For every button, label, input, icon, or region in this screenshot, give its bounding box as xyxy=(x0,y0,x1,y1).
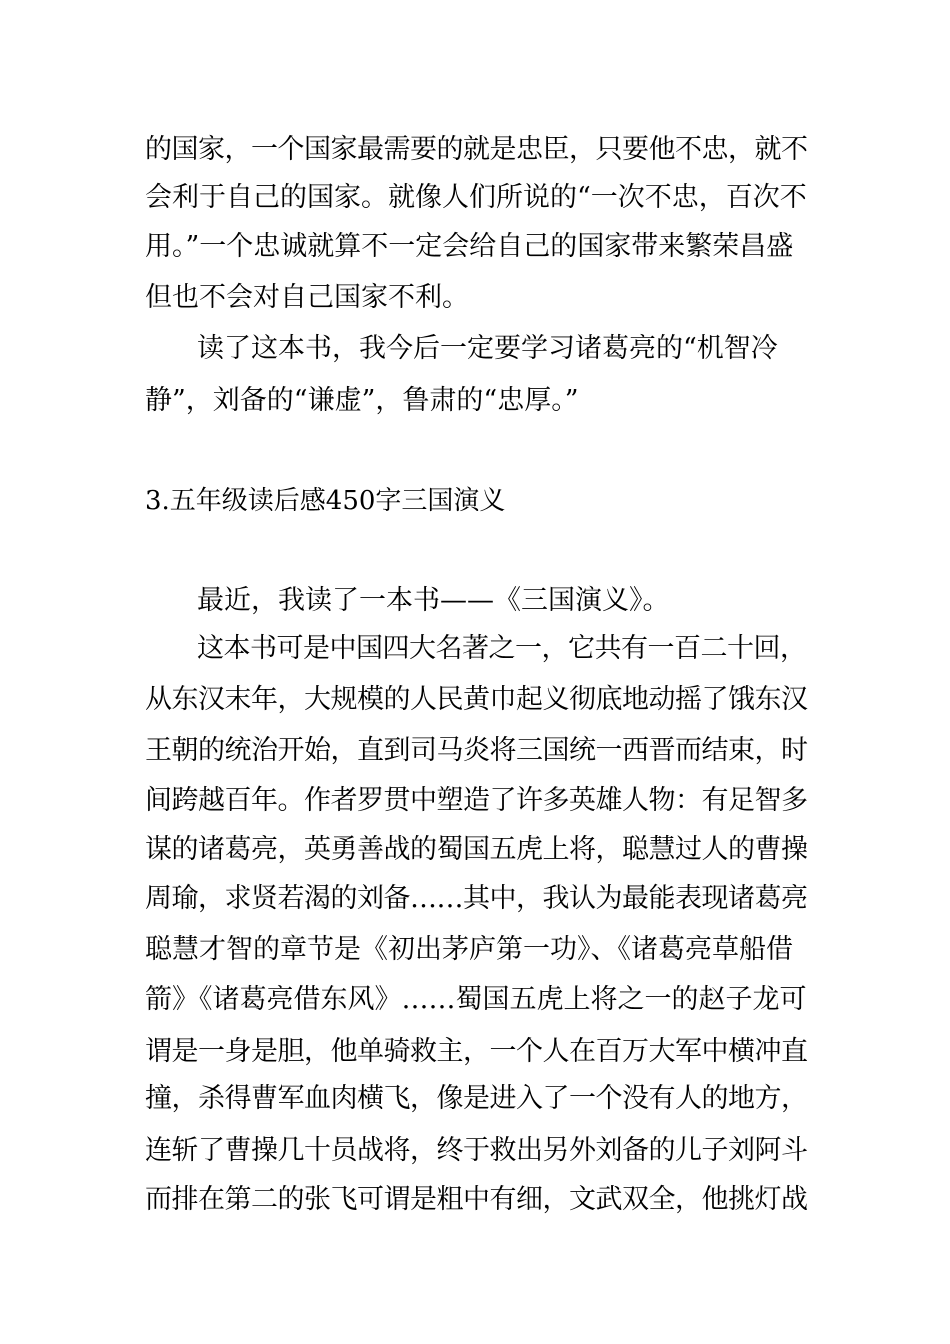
section-heading: 3.五年级读后感450字三国演义 xyxy=(145,486,506,516)
text-line: 会利于自己的国家。就像人们所说的“一次不忠，百次不 xyxy=(145,182,807,213)
text-line: 谓是一身是胆，他单骑救主，一个人在百万大军中横冲直 xyxy=(145,1036,808,1067)
text-line: 王朝的统治开始，直到司马炎将三国统一西晋而结束，时 xyxy=(145,735,808,766)
text-line: 的国家，一个国家最需要的就是忠臣，只要他不忠，就不 xyxy=(145,134,808,165)
text-line: 静”，刘备的“谦虚”，鲁肃的“忠厚。” xyxy=(145,385,579,416)
text-line: 谋的诸葛亮，英勇善战的蜀国五虎上将，聪慧过人的曹操 xyxy=(145,834,808,865)
text-line: 用。”一个忠诚就算不一定会给自己的国家带来繁荣昌盛 xyxy=(145,231,794,262)
text-line: 周瑜，求贤若渴的刘备……其中，我认为最能表现诸葛亮 xyxy=(145,883,808,914)
paragraph-first-line: 读了这本书，我今后一定要学习诸葛亮的“机智冷 xyxy=(197,333,778,364)
paragraph-first-line: 这本书可是中国四大名著之一，它共有一百二十回， xyxy=(197,633,807,664)
text-line: 从东汉末年，大规模的人民黄巾起义彻底地动摇了饿东汉 xyxy=(145,684,808,715)
text-line: 箭》《诸葛亮借东风》……蜀国五虎上将之一的赵子龙可 xyxy=(145,984,807,1015)
text-line: 聪慧才智的章节是《初出茅庐第一功》、《诸葛亮草船借 xyxy=(145,934,793,965)
text-line: 连斩了曹操几十员战将，终于救出另外刘备的儿子刘阿斗 xyxy=(145,1135,808,1166)
text-line: 而排在第二的张飞可谓是粗中有细，文武双全，他挑灯战 xyxy=(145,1184,808,1215)
text-line: 间跨越百年。作者罗贯中塑造了许多英雄人物：有足智多 xyxy=(145,785,808,816)
text-line: 撞，杀得曹军血肉横飞，像是进入了一个没有人的地方， xyxy=(145,1083,808,1114)
paragraph-first-line: 最近，我读了一本书——《三国演义》。 xyxy=(197,585,670,616)
text-line: 但也不会对自己国家不利。 xyxy=(145,282,469,313)
